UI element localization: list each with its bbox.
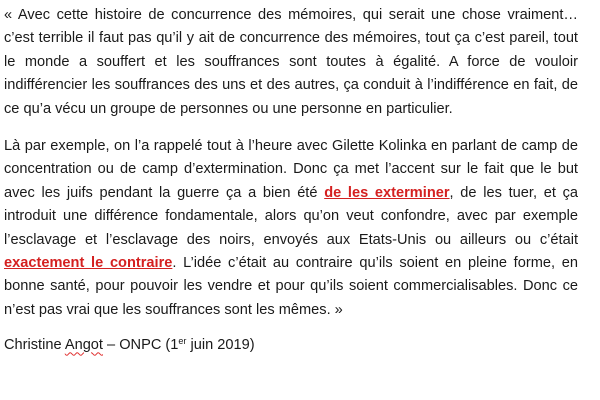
quote-document — [4, 4, 578, 358]
author-last-name: Angot — [64, 337, 103, 354]
quote-attribution — [4, 334, 578, 357]
paragraph-2-text-start: Là par exemple, on l’a rappelé tout à l’heure avec Gilette Kolinka en parlant de camp de concentration ou de camp d’extermination. Donc ça met l’accent sur le fait que le but avec les juifs pendant la guerre ça a bien été — [4, 138, 578, 201]
highlight-exterminate: de les exterminer — [324, 184, 450, 201]
highlight-opposite: exactement le contraire — [4, 255, 173, 272]
quote-paragraph-2 — [4, 135, 578, 322]
source-show: – ONPC (1 — [102, 337, 179, 354]
paragraph-2-text-middle: , de les tuer, et ça introduit une différence fondamentale, alors qu’on veut confondre, avec par exemple l’esclavage et l’esclavage des noirs, envoyés aux Etats-Unis ou ailleurs ou c’était — [4, 184, 578, 248]
quote-paragraph-1: « Avec cette histoire de concurrence des mémoires, qui serait une chose vraiment… c’est terrible il faut pas qu’il y ait de concurrence des mémoires, tout ça c’est pareil, tout le monde a souffert et les souffrances sont toutes à égalité. A force de vouloir indifférencier les souffrances des uns et des autres, ça conduit à l’indifférence en fait, de ce qu’a vécu un groupe de personnes ou une personne en particulier. — [4, 7, 578, 117]
author-first-name: Christine — [4, 337, 62, 354]
ordinal-superscript: er — [178, 336, 187, 347]
paragraph-2-text-end: . L’idée c’était au contraire qu’ils soient en pleine forme, en bonne santé, pour pouvoir les vendre et pour qu’ils soient commercialisables. Donc ce n’est pas vrai que les souffrances sont les mêmes. » — [4, 255, 578, 318]
source-date: juin 2019) — [186, 337, 255, 354]
